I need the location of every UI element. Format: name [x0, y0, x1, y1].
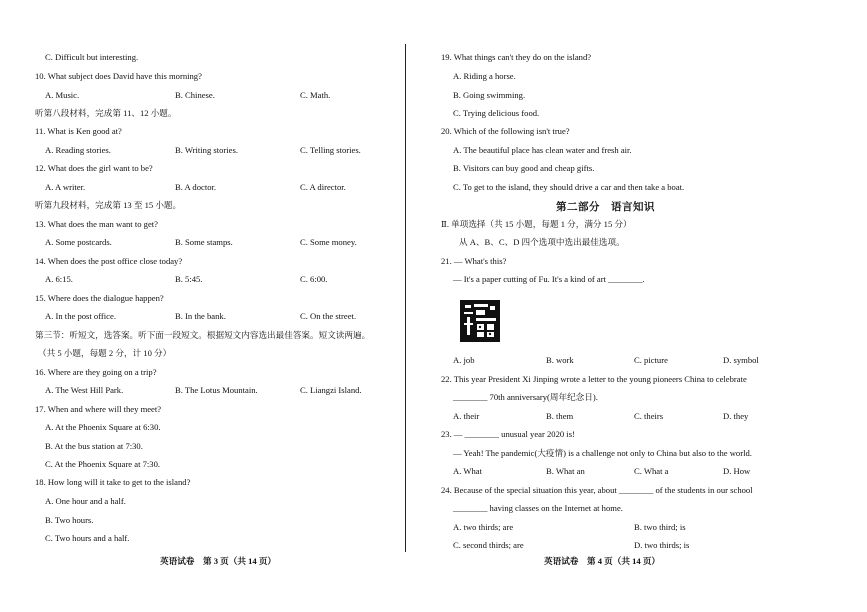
question-line: 18. How long will it take to get to the island?: [35, 477, 191, 487]
question-line: C. Trying delicious food.: [453, 108, 540, 118]
question-line: 24. Because of the special situation this year, about ________ of the students in our school: [441, 485, 753, 495]
question-line: — It's a paper cutting of Fu. It's a kind of art ________.: [453, 274, 645, 284]
question-line: 13. What does the man want to get?: [35, 219, 158, 229]
question-line: 14. When does the post office close today?: [35, 256, 183, 266]
question-line: A. One hour and a half.: [45, 496, 126, 506]
question-line: ________ having classes on the Internet at home.: [453, 503, 623, 513]
question-line: 第三节：听短文，选答案。听下面一段短文。根据短文内容选出最佳答案。短文读两遍。: [35, 330, 371, 340]
answer-option: A. their: [453, 411, 480, 421]
question-line: 22. This year President Xi Jinping wrote a letter to the young pioneers China to celebrate: [441, 374, 747, 384]
answer-option: C. second thirds; are: [453, 540, 524, 550]
answer-option: C. picture: [634, 355, 668, 365]
answer-option: D. How: [723, 466, 751, 476]
answer-option: C. Math.: [300, 90, 331, 100]
answer-option: C. 6:00.: [300, 274, 328, 284]
answer-option: C. theirs: [634, 411, 664, 421]
answer-option: A. Music.: [45, 90, 80, 100]
question-line: 12. What does the girl want to be?: [35, 163, 153, 173]
answer-option: B. In the bank.: [175, 311, 226, 321]
question-line: 20. Which of the following isn't true?: [441, 126, 570, 136]
question-line: （共 5 小题，每题 2 分，计 10 分）: [38, 348, 172, 358]
answer-option: A. job: [453, 355, 475, 365]
answer-option: A. Some postcards.: [45, 237, 112, 247]
question-line: B. Visitors can buy good and cheap gifts.: [453, 163, 595, 173]
answer-option: B. Writing stories.: [175, 145, 238, 155]
answer-option: B. two third; is: [634, 522, 686, 532]
answer-option: A. What: [453, 466, 482, 476]
answer-option: A. Reading stories.: [45, 145, 111, 155]
question-line: A. The beautiful place has clean water and fresh air.: [453, 145, 632, 155]
question-line: 19. What things can't they do on the island?: [441, 52, 592, 62]
question-line: 从 A、B、C、D 四个选项中选出最佳选项。: [459, 237, 625, 247]
question-line: A. At the Phoenix Square at 6:30.: [45, 422, 161, 432]
fu-paper-cutting-image: [457, 297, 503, 345]
answer-option: A. A writer.: [45, 182, 86, 192]
question-line: ________ 70th anniversary(周年纪念日).: [453, 392, 598, 402]
question-line: 21. — What's this?: [441, 256, 507, 266]
answer-option: C. A director.: [300, 182, 346, 192]
answer-option: B. What an: [546, 466, 585, 476]
question-line: 10. What subject does David have this morning?: [35, 71, 202, 81]
question-line: 17. When and where will they meet?: [35, 404, 162, 414]
question-line: 听第八段材料，完成第 11、12 小题。: [35, 108, 177, 118]
question-line: Ⅱ. 单项选择（共 15 小题，每题 1 分，满分 15 分）: [441, 219, 632, 229]
question-line: B. Going swimming.: [453, 90, 526, 100]
section-heading: 第二部分 语言知识: [556, 201, 655, 213]
question-line: B. At the bus station at 7:30.: [45, 441, 143, 451]
answer-option: C. Liangzi Island.: [300, 385, 362, 395]
answer-option: C. Some money.: [300, 237, 357, 247]
answer-option: B. Some stamps.: [175, 237, 233, 247]
answer-option: B. work: [546, 355, 574, 365]
answer-option: B. 5:45.: [175, 274, 203, 284]
answer-option: B. them: [546, 411, 574, 421]
answer-option: C. On the street.: [300, 311, 357, 321]
left-page-footer: 英语试卷 第 3 页（共 14 页）: [160, 556, 277, 566]
question-line: C. Difficult but interesting.: [45, 52, 139, 62]
question-line: 15. Where does the dialogue happen?: [35, 293, 164, 303]
question-line: 听第九段材料，完成第 13 至 15 小题。: [35, 200, 182, 210]
answer-option: C. Telling stories.: [300, 145, 361, 155]
answer-option: B. Chinese.: [175, 90, 215, 100]
answer-option: D. symbol: [723, 355, 759, 365]
question-line: 11. What is Ken good at?: [35, 126, 122, 136]
question-line: C. Two hours and a half.: [45, 533, 130, 543]
answer-option: A. 6:15.: [45, 274, 73, 284]
question-line: B. Two hours.: [45, 515, 94, 525]
question-line: C. To get to the island, they should drive a car and then take a boat.: [453, 182, 685, 192]
answer-option: B. The Lotus Mountain.: [175, 385, 258, 395]
right-page-footer: 英语试卷 第 4 页（共 14 页）: [544, 556, 661, 566]
question-line: 16. Where are they going on a trip?: [35, 367, 157, 377]
answer-option: D. they: [723, 411, 749, 421]
answer-option: C. What a: [634, 466, 669, 476]
answer-option: A. two thirds; are: [453, 522, 514, 532]
question-line: 23. — ________ unusual year 2020 is!: [441, 429, 575, 439]
question-line: — Yeah! The pandemic(大疫情) is a challenge not only to China but also to the world.: [453, 448, 752, 458]
answer-option: A. The West Hill Park.: [45, 385, 124, 395]
answer-option: A. In the post office.: [45, 311, 116, 321]
question-line: C. At the Phoenix Square at 7:30.: [45, 459, 161, 469]
answer-option: D. two thirds; is: [634, 540, 690, 550]
page-divider: [405, 44, 406, 552]
answer-option: B. A doctor.: [175, 182, 217, 192]
question-line: A. Riding a horse.: [453, 71, 516, 81]
